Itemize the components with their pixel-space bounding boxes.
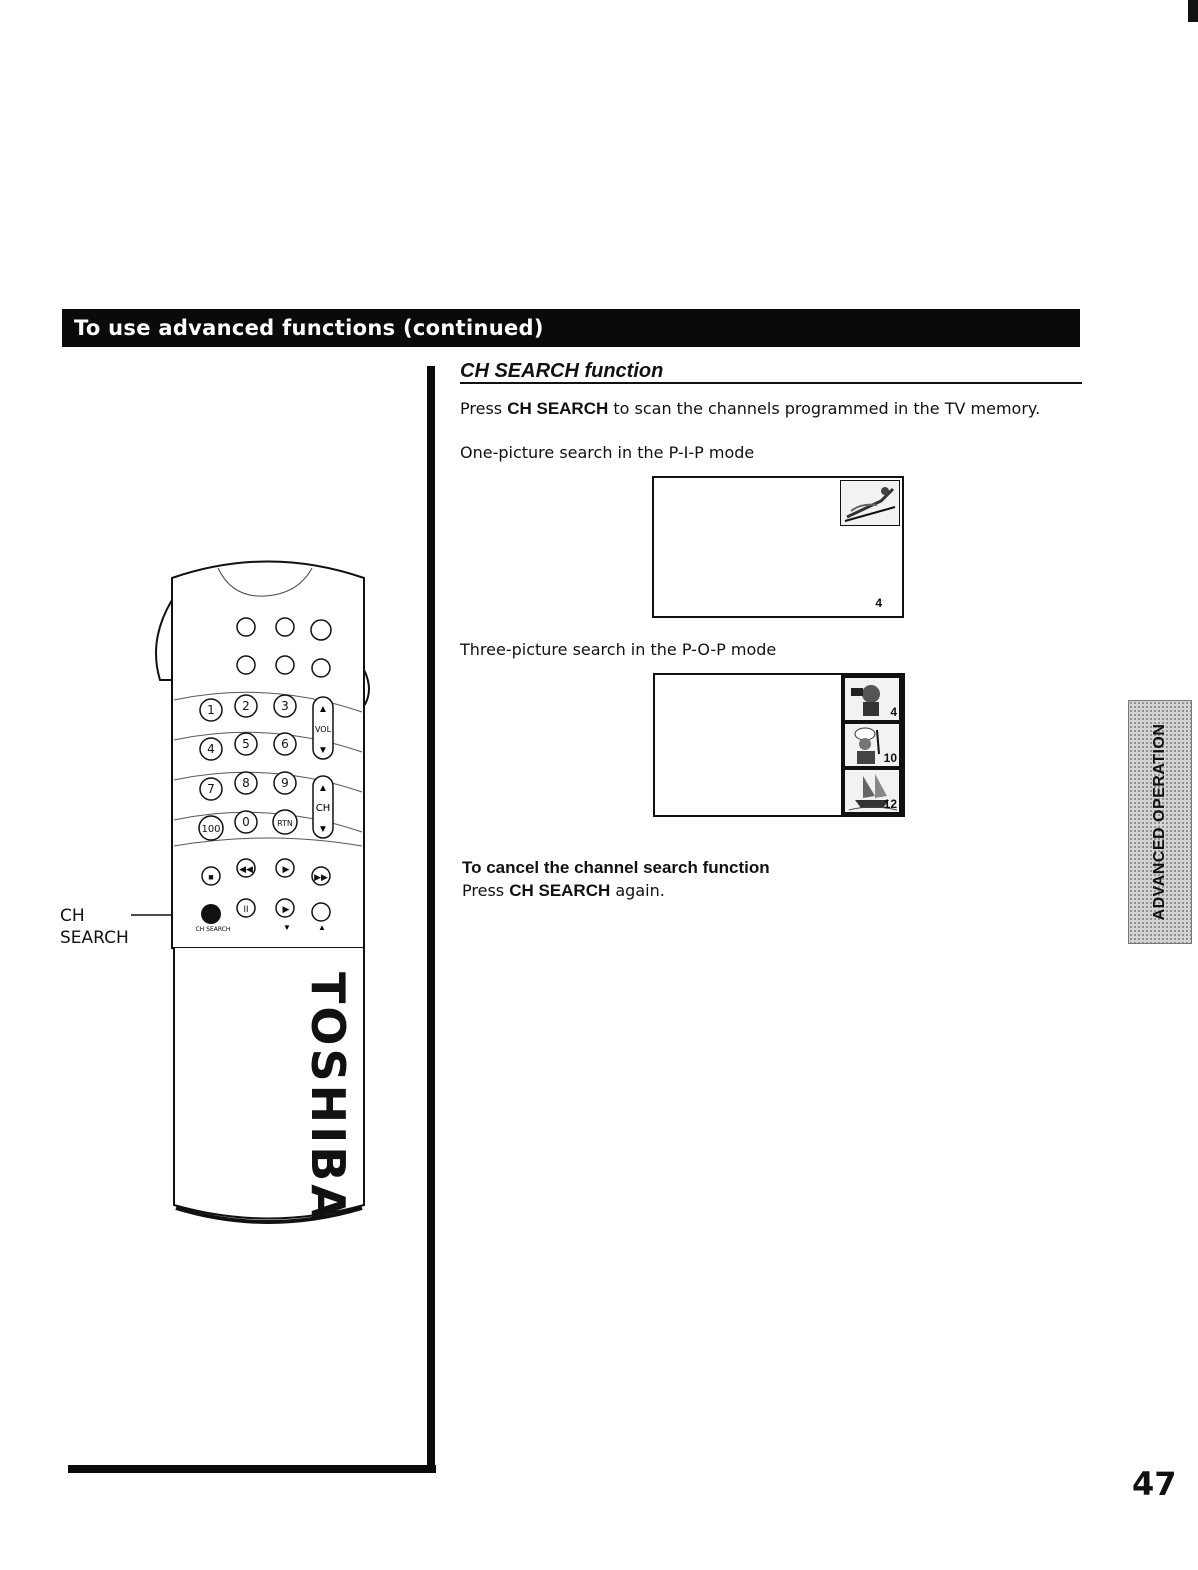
svg-text:▶: ▶ — [282, 904, 290, 914]
cancel-text: Press CH SEARCH again. — [462, 881, 665, 900]
remote-left-bulge — [156, 600, 172, 680]
pop-picture-2 — [845, 724, 899, 766]
callout-line-1: CH — [60, 906, 85, 926]
key-0-label: 0 — [242, 815, 250, 829]
svg-text:▶: ▶ — [282, 864, 290, 874]
pop-channel-2: 10 — [883, 751, 897, 765]
pip-caption: One-picture search in the P-I-P mode — [460, 443, 755, 462]
key-2-label: 2 — [242, 699, 250, 713]
key-rtn-label: RTN — [277, 819, 293, 828]
page-number: 47 — [1132, 1465, 1177, 1503]
key-100-label: 100 — [201, 824, 221, 835]
ch-rocker-label: CH — [315, 803, 331, 814]
key-3-label: 3 — [281, 699, 289, 713]
cancel-heading: To cancel the channel search function — [462, 858, 770, 877]
vol-up-arrow: ▲ — [318, 704, 328, 715]
pop-subpicture-column — [841, 675, 903, 815]
svg-text:▶▶: ▶▶ — [314, 872, 328, 882]
key-6-label: 6 — [281, 737, 289, 751]
vol-down-arrow: ▼ — [318, 745, 328, 756]
ch-search-button-ref-2: CH SEARCH — [509, 881, 611, 900]
intro-text: Press CH SEARCH to scan the channels programmed in the TV memory. — [460, 399, 1041, 418]
svg-text:II: II — [243, 904, 249, 914]
pop-channel-3: 12 — [883, 797, 897, 811]
callout-line-2: SEARCH — [60, 928, 129, 948]
pop-caption: Three-picture search in the P-O-P mode — [460, 640, 777, 659]
toshiba-brand: TOSHIBA — [301, 972, 355, 1223]
section-title-rule — [460, 382, 1082, 384]
svg-text:▲: ▲ — [318, 923, 326, 932]
column-divider-bottom — [68, 1465, 436, 1473]
ch-search-key-label: CH SEARCH — [195, 926, 231, 933]
key-5-label: 5 — [242, 737, 250, 751]
vol-label: VOL — [314, 725, 332, 734]
section-title: CH SEARCH function — [460, 360, 664, 382]
scan-edge-mark — [1188, 0, 1198, 22]
pop-picture-1 — [845, 678, 899, 720]
remote-control-illustration — [100, 555, 390, 1235]
pip-screen — [652, 476, 904, 618]
ch-search-button-ref: CH SEARCH — [507, 399, 609, 418]
ch-down-arrow: ▼ — [318, 824, 328, 835]
pop-screen — [653, 673, 905, 817]
pip-channel-number: 4 — [875, 596, 882, 610]
side-tab-label: ADVANCED OPERATION — [1151, 723, 1168, 921]
svg-text:◀◀: ◀◀ — [239, 864, 253, 874]
svg-text:■: ■ — [208, 872, 214, 882]
key-8-label: 8 — [242, 776, 250, 790]
key-9-label: 9 — [281, 776, 289, 790]
ch-search-key — [201, 904, 221, 924]
pop-picture-3 — [845, 770, 899, 812]
ch-up-arrow: ▲ — [318, 783, 328, 794]
side-tab-advanced-operation — [1128, 700, 1192, 944]
key-1-label: 1 — [207, 703, 215, 717]
key-4-label: 4 — [207, 742, 215, 756]
pop-channel-1: 4 — [890, 705, 897, 719]
column-divider-vertical — [427, 366, 435, 1472]
skier-icon — [841, 481, 899, 525]
section-banner: To use advanced functions (continued) — [62, 309, 1080, 347]
pip-subpicture — [840, 480, 900, 526]
key-7-label: 7 — [207, 782, 215, 796]
svg-text:▼: ▼ — [283, 923, 291, 932]
